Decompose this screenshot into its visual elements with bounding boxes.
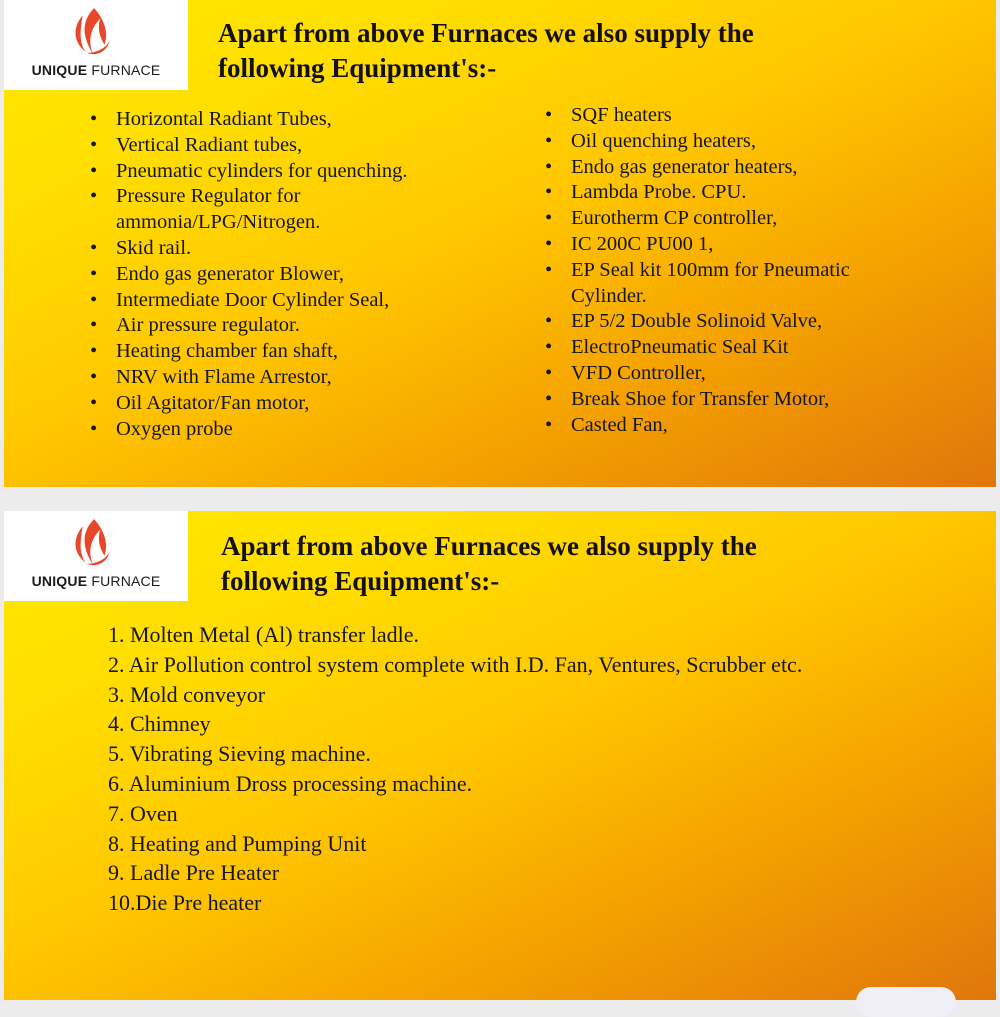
list-item: • EP Seal kit 100mm for Pneumatic bbox=[571, 258, 850, 284]
list-item: 4. Chimney bbox=[108, 711, 211, 737]
list-item: • EP 5/2 Double Solinoid Valve, bbox=[571, 309, 850, 335]
list-item: 7. Oven bbox=[108, 800, 178, 826]
equipment-numbered-list bbox=[108, 620, 802, 918]
equipment-list-right bbox=[545, 103, 850, 438]
brand-name-bold: UNIQUE bbox=[31, 62, 88, 78]
list-item: • Intermediate Door Cylinder Seal, bbox=[116, 288, 407, 314]
slide-heading bbox=[221, 529, 757, 599]
list-item: • Vertical Radiant tubes, bbox=[116, 133, 407, 159]
heading-line-2: following Equipment's:- bbox=[221, 566, 500, 596]
list-item: • Casted Fan, bbox=[571, 413, 850, 439]
list-item: 8. Heating and Pumping Unit bbox=[108, 830, 367, 856]
list-item: 9. Ladle Pre Heater bbox=[108, 860, 280, 886]
slide-heading bbox=[218, 16, 754, 86]
equipment-list-left bbox=[90, 107, 407, 442]
heading-line-2: following Equipment's:- bbox=[218, 53, 497, 83]
list-item: • IC 200C PU00 1, bbox=[571, 232, 850, 258]
list-item: • Oil quenching heaters, bbox=[571, 129, 850, 155]
company-logo bbox=[4, 0, 188, 90]
list-item: 6. Aluminium Dross processing machine. bbox=[108, 770, 473, 796]
brand-name bbox=[4, 573, 188, 589]
list-item: • Horizontal Radiant Tubes, bbox=[116, 107, 407, 133]
brand-name-light: FURNACE bbox=[91, 573, 161, 589]
list-item: • ElectroPneumatic Seal Kit bbox=[571, 335, 850, 361]
list-item: • Pressure Regulator for bbox=[116, 184, 407, 210]
list-item: • Endo gas generator Blower, bbox=[116, 262, 407, 288]
corner-overlay-bubble bbox=[856, 987, 956, 1017]
equipment-slide-2 bbox=[4, 511, 996, 1000]
heading-line-1: Apart from above Furnaces we also supply the bbox=[221, 531, 757, 561]
list-item: • Break Shoe for Transfer Motor, bbox=[571, 387, 850, 413]
company-logo bbox=[4, 511, 188, 601]
brand-name-bold: UNIQUE bbox=[31, 573, 88, 589]
list-item: • Heating chamber fan shaft, bbox=[116, 339, 407, 365]
list-item: • Skid rail. bbox=[116, 236, 407, 262]
list-item: 3. Mold conveyor bbox=[108, 681, 266, 707]
heading-line-1: Apart from above Furnaces we also supply the bbox=[218, 18, 754, 48]
list-item-continuation: ammonia/LPG/Nitrogen. bbox=[116, 211, 321, 234]
list-item: • Oil Agitator/Fan motor, bbox=[116, 391, 407, 417]
brand-name bbox=[4, 62, 188, 78]
list-item: • Eurotherm CP controller, bbox=[571, 206, 850, 232]
list-item: • VFD Controller, bbox=[571, 361, 850, 387]
list-item: 1. Molten Metal (Al) transfer ladle. bbox=[108, 622, 419, 647]
list-item: • Pneumatic cylinders for quenching. bbox=[116, 159, 407, 185]
equipment-slide-1 bbox=[4, 0, 996, 487]
list-item-continuation: Cylinder. bbox=[571, 284, 647, 307]
list-item: • NRV with Flame Arrestor, bbox=[116, 365, 407, 391]
flame-icon bbox=[65, 6, 117, 58]
list-item: • SQF heaters bbox=[571, 103, 850, 129]
list-item: • Endo gas generator heaters, bbox=[571, 155, 850, 181]
list-item: • Lambda Probe. CPU. bbox=[571, 180, 850, 206]
list-item: 10.Die Pre heater bbox=[108, 890, 262, 916]
list-item: • Air pressure regulator. bbox=[116, 313, 407, 339]
list-item: 5. Vibrating Sieving machine. bbox=[108, 741, 371, 767]
list-item: • Oxygen probe bbox=[116, 417, 407, 443]
brand-name-light: FURNACE bbox=[91, 62, 161, 78]
flame-icon bbox=[65, 517, 117, 569]
list-item: 2. Air Pollution control system complete with I.D. Fan, Ventures, Scrubber etc. bbox=[108, 651, 803, 677]
